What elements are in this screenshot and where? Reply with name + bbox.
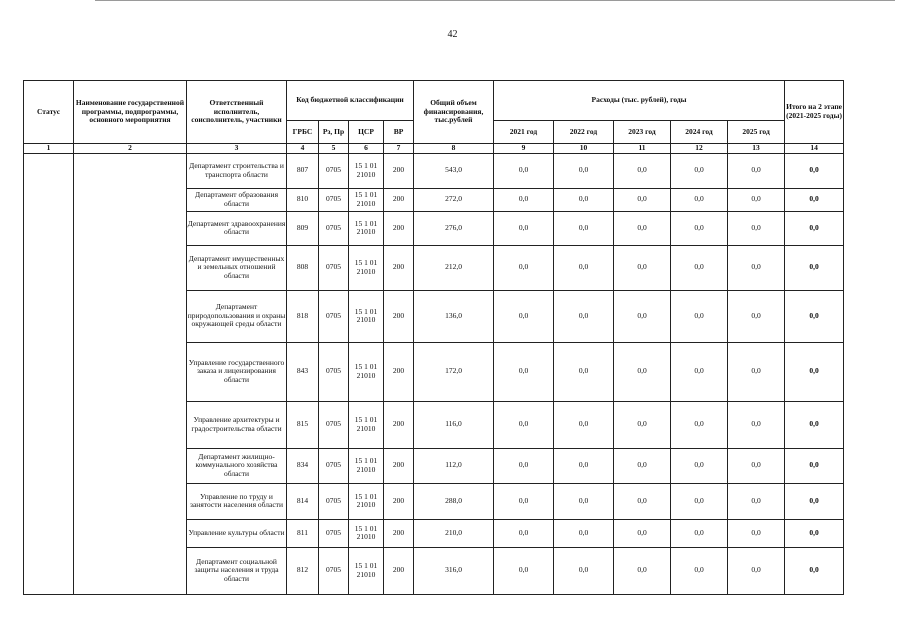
y2022-cell: 0,0 (554, 401, 614, 448)
header-total-volume: Общий объем финансирования, тыс.рублей (414, 81, 494, 144)
y2023-cell: 0,0 (614, 519, 671, 547)
header-csr: ЦСР (349, 121, 384, 144)
rzpr-cell: 0705 (319, 245, 349, 290)
total-cell: 212,0 (414, 245, 494, 290)
csr-cell: 15 1 01 21010 (349, 188, 384, 211)
rzpr-cell: 0705 (319, 448, 349, 483)
y2021-cell: 0,0 (494, 547, 554, 594)
stage-total-cell: 0,0 (785, 245, 844, 290)
y2021-cell: 0,0 (494, 211, 554, 245)
total-cell: 288,0 (414, 483, 494, 519)
y2022-cell: 0,0 (554, 211, 614, 245)
grbs-cell: 810 (287, 188, 319, 211)
page-top-rule (95, 0, 895, 1)
header-2023: 2023 год (614, 121, 671, 144)
csr-cell: 15 1 01 21010 (349, 483, 384, 519)
column-number: 4 (287, 144, 319, 154)
y2021-cell: 0,0 (494, 448, 554, 483)
y2024-cell: 0,0 (671, 290, 728, 342)
y2024-cell: 0,0 (671, 519, 728, 547)
header-2025: 2025 год (728, 121, 785, 144)
executor-cell: Управление по труду и занятости населения области (187, 483, 287, 519)
y2024-cell: 0,0 (671, 188, 728, 211)
vr-cell: 200 (384, 342, 414, 401)
column-number: 10 (554, 144, 614, 154)
table-row (24, 153, 844, 188)
y2023-cell: 0,0 (614, 401, 671, 448)
total-cell: 210,0 (414, 519, 494, 547)
stage-total-cell: 0,0 (785, 448, 844, 483)
executor-cell: Управление архитектуры и градостроительства области (187, 401, 287, 448)
csr-cell: 15 1 01 21010 (349, 401, 384, 448)
rzpr-cell: 0705 (319, 188, 349, 211)
grbs-cell: 812 (287, 547, 319, 594)
grbs-cell: 843 (287, 342, 319, 401)
stage-total-cell: 0,0 (785, 547, 844, 594)
y2025-cell: 0,0 (728, 290, 785, 342)
y2025-cell: 0,0 (728, 342, 785, 401)
y2025-cell: 0,0 (728, 448, 785, 483)
header-name: Наименование государственной программы, подпрограммы, основного мероприятия (74, 81, 187, 144)
y2022-cell: 0,0 (554, 448, 614, 483)
rzpr-cell: 0705 (319, 519, 349, 547)
y2024-cell: 0,0 (671, 342, 728, 401)
header-expenses: Расходы (тыс. рублей), годы (494, 81, 785, 121)
column-number: 8 (414, 144, 494, 154)
y2023-cell: 0,0 (614, 547, 671, 594)
column-number: 14 (785, 144, 844, 154)
vr-cell: 200 (384, 245, 414, 290)
column-number-row (24, 144, 844, 154)
y2024-cell: 0,0 (671, 547, 728, 594)
header-vr: ВР (384, 121, 414, 144)
vr-cell: 200 (384, 401, 414, 448)
csr-cell: 15 1 01 21010 (349, 211, 384, 245)
header-2021: 2021 год (494, 121, 554, 144)
executor-cell: Управление культуры области (187, 519, 287, 547)
y2022-cell: 0,0 (554, 547, 614, 594)
grbs-cell: 814 (287, 483, 319, 519)
executor-cell: Департамент образования области (187, 188, 287, 211)
y2024-cell: 0,0 (671, 153, 728, 188)
header-2022: 2022 год (554, 121, 614, 144)
y2023-cell: 0,0 (614, 483, 671, 519)
csr-cell: 15 1 01 21010 (349, 153, 384, 188)
vr-cell: 200 (384, 211, 414, 245)
vr-cell: 200 (384, 153, 414, 188)
y2025-cell: 0,0 (728, 153, 785, 188)
csr-cell: 15 1 01 21010 (349, 547, 384, 594)
y2021-cell: 0,0 (494, 401, 554, 448)
y2022-cell: 0,0 (554, 342, 614, 401)
y2022-cell: 0,0 (554, 290, 614, 342)
stage-total-cell: 0,0 (785, 290, 844, 342)
y2024-cell: 0,0 (671, 211, 728, 245)
stage-total-cell: 0,0 (785, 153, 844, 188)
y2023-cell: 0,0 (614, 188, 671, 211)
header-budget-code: Код бюджетной классификации (287, 81, 414, 121)
grbs-cell: 818 (287, 290, 319, 342)
vr-cell: 200 (384, 483, 414, 519)
rzpr-cell: 0705 (319, 211, 349, 245)
y2022-cell: 0,0 (554, 188, 614, 211)
y2024-cell: 0,0 (671, 245, 728, 290)
y2025-cell: 0,0 (728, 483, 785, 519)
y2021-cell: 0,0 (494, 153, 554, 188)
header-grbs: ГРБС (287, 121, 319, 144)
page-number: 42 (447, 29, 458, 40)
stage-total-cell: 0,0 (785, 188, 844, 211)
status-cell (24, 153, 74, 594)
y2021-cell: 0,0 (494, 188, 554, 211)
column-number: 13 (728, 144, 785, 154)
grbs-cell: 815 (287, 401, 319, 448)
column-number: 2 (74, 144, 187, 154)
stage-total-cell: 0,0 (785, 342, 844, 401)
total-cell: 543,0 (414, 153, 494, 188)
grbs-cell: 834 (287, 448, 319, 483)
y2021-cell: 0,0 (494, 342, 554, 401)
executor-cell: Управление государственного заказа и лицензирования области (187, 342, 287, 401)
rzpr-cell: 0705 (319, 483, 349, 519)
y2025-cell: 0,0 (728, 245, 785, 290)
y2023-cell: 0,0 (614, 290, 671, 342)
y2021-cell: 0,0 (494, 483, 554, 519)
grbs-cell: 811 (287, 519, 319, 547)
total-cell: 136,0 (414, 290, 494, 342)
column-number: 9 (494, 144, 554, 154)
y2021-cell: 0,0 (494, 245, 554, 290)
vr-cell: 200 (384, 188, 414, 211)
rzpr-cell: 0705 (319, 153, 349, 188)
stage-total-cell: 0,0 (785, 483, 844, 519)
y2025-cell: 0,0 (728, 211, 785, 245)
y2024-cell: 0,0 (671, 448, 728, 483)
header-executor: Ответственный исполнитель, соисполнитель, участники (187, 81, 287, 144)
vr-cell: 200 (384, 290, 414, 342)
executor-cell: Департамент имущественных и земельных отношений области (187, 245, 287, 290)
column-number: 12 (671, 144, 728, 154)
grbs-cell: 809 (287, 211, 319, 245)
column-number: 11 (614, 144, 671, 154)
name-cell (74, 153, 187, 594)
grbs-cell: 807 (287, 153, 319, 188)
vr-cell: 200 (384, 519, 414, 547)
column-number: 1 (24, 144, 74, 154)
total-cell: 276,0 (414, 211, 494, 245)
csr-cell: 15 1 01 21010 (349, 245, 384, 290)
csr-cell: 15 1 01 21010 (349, 519, 384, 547)
y2023-cell: 0,0 (614, 245, 671, 290)
total-cell: 172,0 (414, 342, 494, 401)
y2022-cell: 0,0 (554, 245, 614, 290)
y2024-cell: 0,0 (671, 483, 728, 519)
executor-cell: Департамент социальной защиты населения и труда области (187, 547, 287, 594)
y2021-cell: 0,0 (494, 519, 554, 547)
column-number: 3 (187, 144, 287, 154)
y2024-cell: 0,0 (671, 401, 728, 448)
y2025-cell: 0,0 (728, 547, 785, 594)
stage-total-cell: 0,0 (785, 519, 844, 547)
y2022-cell: 0,0 (554, 483, 614, 519)
header-row-top (24, 81, 844, 121)
rzpr-cell: 0705 (319, 547, 349, 594)
csr-cell: 15 1 01 21010 (349, 290, 384, 342)
y2023-cell: 0,0 (614, 153, 671, 188)
y2023-cell: 0,0 (614, 448, 671, 483)
column-number: 7 (384, 144, 414, 154)
total-cell: 272,0 (414, 188, 494, 211)
y2025-cell: 0,0 (728, 401, 785, 448)
total-cell: 316,0 (414, 547, 494, 594)
executor-cell: Департамент здравоохранения области (187, 211, 287, 245)
total-cell: 116,0 (414, 401, 494, 448)
y2023-cell: 0,0 (614, 211, 671, 245)
column-number: 6 (349, 144, 384, 154)
csr-cell: 15 1 01 21010 (349, 448, 384, 483)
column-number: 5 (319, 144, 349, 154)
header-stage-total: Итого на 2 этапе (2021-2025 годы) (785, 81, 844, 144)
vr-cell: 200 (384, 448, 414, 483)
y2022-cell: 0,0 (554, 153, 614, 188)
rzpr-cell: 0705 (319, 290, 349, 342)
y2025-cell: 0,0 (728, 188, 785, 211)
executor-cell: Департамент жилищно-коммунального хозяйства области (187, 448, 287, 483)
rzpr-cell: 0705 (319, 401, 349, 448)
csr-cell: 15 1 01 21010 (349, 342, 384, 401)
total-cell: 112,0 (414, 448, 494, 483)
rzpr-cell: 0705 (319, 342, 349, 401)
y2023-cell: 0,0 (614, 342, 671, 401)
executor-cell: Департамент строительства и транспорта области (187, 153, 287, 188)
stage-total-cell: 0,0 (785, 211, 844, 245)
header-2024: 2024 год (671, 121, 728, 144)
executor-cell: Департамент природопользования и охраны окружающей среды области (187, 290, 287, 342)
vr-cell: 200 (384, 547, 414, 594)
header-status: Статус (24, 81, 74, 144)
budget-table (23, 80, 844, 595)
y2025-cell: 0,0 (728, 519, 785, 547)
y2022-cell: 0,0 (554, 519, 614, 547)
grbs-cell: 808 (287, 245, 319, 290)
stage-total-cell: 0,0 (785, 401, 844, 448)
y2021-cell: 0,0 (494, 290, 554, 342)
header-rz-pr: Рз, Пр (319, 121, 349, 144)
